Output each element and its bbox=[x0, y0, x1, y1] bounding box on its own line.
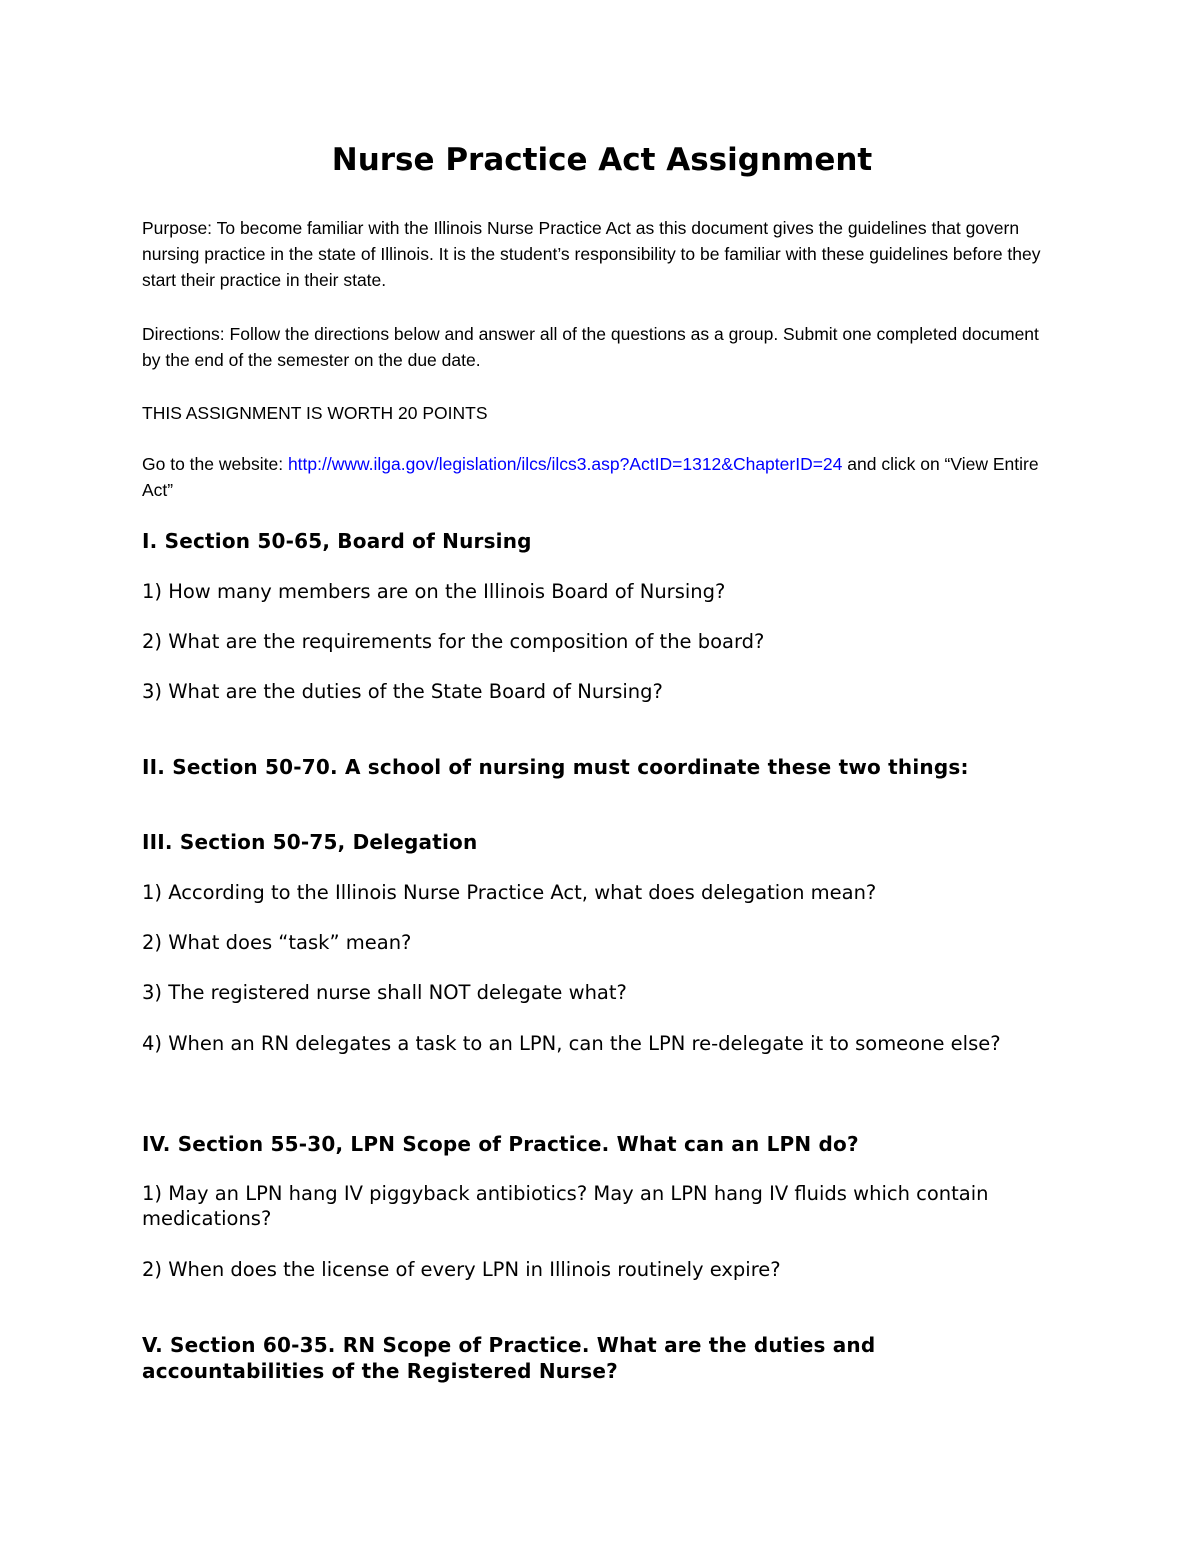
purpose-label: Purpose: bbox=[142, 218, 213, 238]
question-item: 2) When does the license of every LPN in Illinois routinely expire? bbox=[142, 1258, 781, 1281]
section-heading-school-of-nursing: II. Section 50-70. A school of nursing must coordinate these two things: bbox=[142, 755, 969, 779]
question-item: 2) What does “task” mean? bbox=[142, 931, 412, 954]
website-paragraph bbox=[142, 451, 1062, 503]
section-heading-lpn-scope: IV. Section 55-30, LPN Scope of Practice. What can an LPN do? bbox=[142, 1132, 859, 1156]
points-notice: THIS ASSIGNMENT IS WORTH 20 POINTS bbox=[142, 403, 488, 423]
question-item: 4) When an RN delegates a task to an LPN, can the LPN re-delegate it to someone else? bbox=[142, 1032, 1001, 1055]
act-website-link[interactable]: http://www.ilga.gov/legislation/ilcs/ilcs3.asp?ActID=1312&ChapterID=24 bbox=[287, 454, 843, 474]
purpose-text: To become familiar with the Illinois Nurse Practice Act as this document gives the guidelines that govern nursing practice in the state of Illinois. It is the student’s responsibility to be familiar with these guidelines before they start their practice in their state. bbox=[142, 218, 1041, 290]
question-item: 2) What are the requirements for the composition of the board? bbox=[142, 630, 765, 653]
question-item: 3) What are the duties of the State Board of Nursing? bbox=[142, 680, 663, 703]
website-prefix: Go to the website: bbox=[142, 454, 284, 474]
section-heading-rn-scope: V. Section 60-35. RN Scope of Practice. What are the duties and accountabilities of the Registered Nurse? bbox=[142, 1333, 876, 1383]
website-suffix: and click on “View Entire Act” bbox=[142, 454, 1039, 500]
directions-paragraph bbox=[142, 321, 1062, 373]
section-heading-board-of-nursing: I. Section 50-65, Board of Nursing bbox=[142, 529, 532, 553]
section-heading-delegation: III. Section 50-75, Delegation bbox=[142, 830, 478, 854]
directions-label: Directions: bbox=[142, 324, 225, 344]
question-item: 3) The registered nurse shall NOT delegate what? bbox=[142, 981, 627, 1004]
purpose-paragraph bbox=[142, 215, 1062, 293]
question-item: 1) According to the Illinois Nurse Practice Act, what does delegation mean? bbox=[142, 881, 877, 904]
directions-text: Follow the directions below and answer all of the questions as a group. Submit one completed document by the end of the semester on the due date. bbox=[142, 324, 1039, 370]
question-item: 1) How many members are on the Illinois Board of Nursing? bbox=[142, 580, 726, 603]
page-title: Nurse Practice Act Assignment bbox=[331, 142, 873, 178]
question-item: 1) May an LPN hang IV piggyback antibiotics? May an LPN hang IV fluids which contain medications? bbox=[142, 1182, 989, 1230]
